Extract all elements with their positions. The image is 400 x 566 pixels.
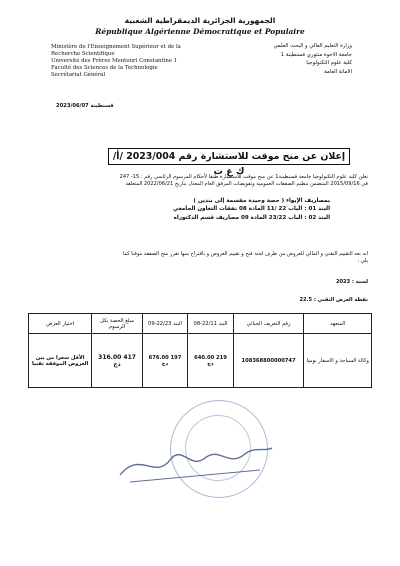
- intro-paragraph: [32, 174, 368, 189]
- table-row: [29, 334, 372, 388]
- cell-total: 417 316.00 دج: [92, 334, 142, 388]
- ministry-line: Ministère de l'Enseignement Supérieur et de la: [51, 44, 181, 50]
- university-line-ar: جامعة الاخوة منتوري قسنطينة 1: [280, 51, 352, 58]
- signature-mark: [110, 430, 280, 490]
- header-total: مبلغ الحصة بكل الرسوم: [92, 314, 142, 334]
- republic-arabic: الجمهورية الجزائرية الديمقراطية الشعبية: [124, 16, 276, 25]
- cell-tax-id: 108368800000747: [233, 334, 304, 388]
- decision-line: يلي :: [357, 258, 368, 265]
- subject-block: [110, 197, 330, 222]
- ministry-line: Recherche Scientifique: [51, 51, 115, 58]
- cell-item-1: 219 640.00 دج: [188, 334, 234, 388]
- intro-line: في 2015/09/16 المتضمن تنظيم الصفقات العمومية وتفويضات المرفق العام المعدل بتاريخ 2022/06/21 المتعلقة: [125, 181, 368, 188]
- signature-underline: [130, 470, 260, 482]
- subject-heading: بمصاريف الإيواء ( حصة وحيدة مقسمة إلى بندين ): [193, 198, 330, 204]
- secretariat-line: Secrétariat Général: [51, 72, 106, 79]
- cell-bidder: وكالة السياحة و الاسفار نوميا: [304, 334, 372, 388]
- cell-choice: الأقل سعرا من بين العروض الموفقة تقنيا: [29, 334, 92, 388]
- results-table: [28, 313, 372, 388]
- subject-item-1: البند 01 : الباب 22 /11 المادة 08 نفقات التعاون الجامعي: [173, 206, 330, 213]
- republic-french: République Algérienne Démocratique et Populaire: [95, 27, 305, 36]
- header-choice: اختيار العرض: [29, 314, 92, 334]
- table-header-row: [29, 314, 372, 334]
- faculty-line-ar: كلية علوم التكنولوجيا: [306, 60, 352, 67]
- intro-line: تعلن كلية علوم التكنولوجيا جامعة قسنطينة1 عن منح موقت للاستشارة طبقا لأحكام المرسوم الرئاسي رقم : 15- 247: [119, 174, 368, 180]
- decision-line: انه بعد التقييم التقني و المالي للعروض من طرف لجنة فتح و تقييم العروض و باقتراح منها تقرر منح الصفقة موقتا كما: [122, 251, 368, 257]
- date-place: قسنطينة 2023/06/07: [56, 103, 114, 109]
- decision-paragraph: [32, 251, 368, 266]
- header-tax-id: رقم التعريف الجبائي: [233, 314, 304, 334]
- faculty-line: Faculté des Sciences de la Technologie: [51, 65, 158, 72]
- university-line: Université des Frères Mentouri Constantine 1: [51, 58, 178, 65]
- ministry-line-ar: وزارة التعليم العالي و البحث العلمي: [273, 43, 352, 49]
- header-item-2: البند 22/23-09: [142, 314, 188, 334]
- announcement-title: إعلان عن منح موقت للاستشارة رقم 2023/004 /أ/ك ع ت: [108, 148, 350, 165]
- ministry-block-fr: [51, 44, 211, 79]
- ministry-block-ar: [232, 42, 352, 77]
- technical-score: نقطة العرض التقني : 22.5: [299, 297, 368, 303]
- year-label: لسنة : 2023: [335, 279, 368, 285]
- header-item-1: البند 22/11-08: [188, 314, 234, 334]
- secretariat-line-ar: الامانة العامة: [324, 69, 352, 76]
- cell-item-2: 197 676.00 دج: [142, 334, 188, 388]
- subject-item-2: البند 02 : الباب 23/22 المادة 09 مصاريف قسم الدكتوراه: [173, 214, 330, 221]
- header-bidder: المتعهد: [304, 314, 372, 334]
